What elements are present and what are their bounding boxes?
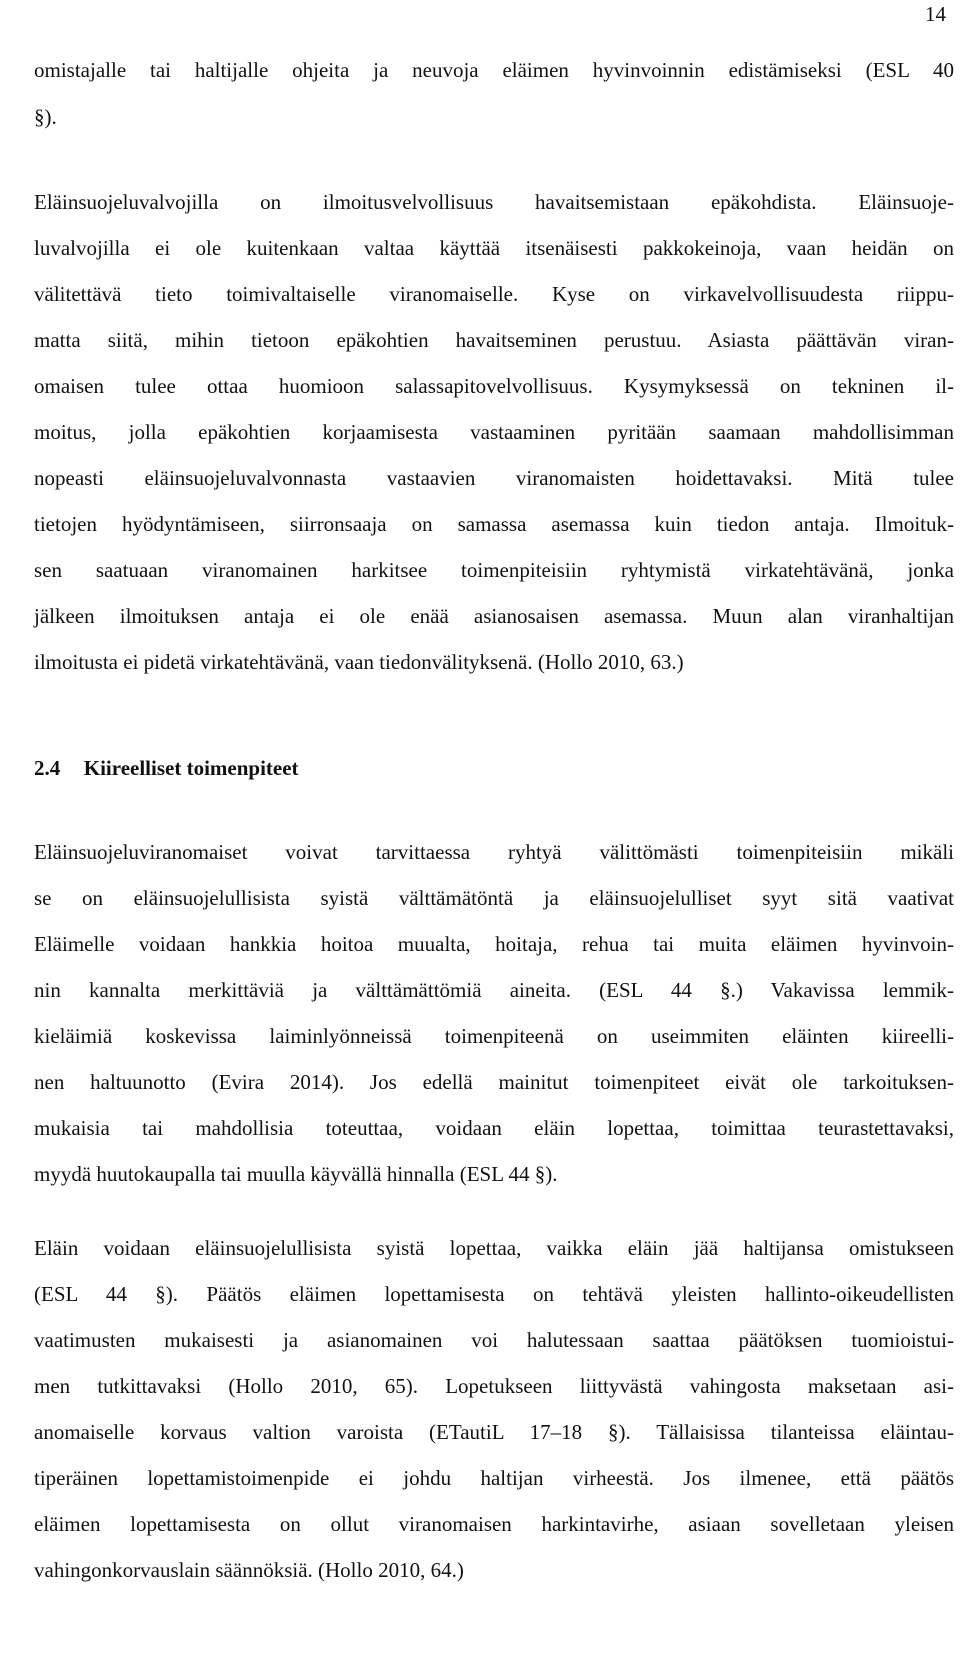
page-number: 14 xyxy=(925,2,946,26)
paragraph-2-line: sen saatuaan viranomainen harkitsee toimenpiteisiin ryhtymistä virkatehtävänä, jonka xyxy=(34,558,954,582)
paragraph-2-line: ilmoitusta ei pidetä virkatehtävänä, vaan tiedonvälityksenä. (Hollo 2010, 63.) xyxy=(34,650,684,674)
paragraph-5-line: tiperäinen lopettamistoimenpide ei johdu haltijan virheestä. Jos ilmenee, että päätös xyxy=(34,1466,954,1490)
paragraph-5-line: vahingonkorvauslain säännöksiä. (Hollo 2010, 64.) xyxy=(34,1558,464,1582)
paragraph-5-line: anomaiselle korvaus valtion varoista (ETautiL 17–18 §). Tällaisissa tilanteissa eläintau- xyxy=(34,1420,954,1444)
paragraph-4-line: mukaisia tai mahdollisia toteuttaa, voidaan eläin lopettaa, toimittaa teurastettavaksi, xyxy=(34,1116,954,1140)
paragraph-2-line: nopeasti eläinsuojeluvalvonnasta vastaavien viranomaisten hoidettavaksi. Mitä tulee xyxy=(34,466,954,490)
paragraph-2-line: tietojen hyödyntämiseen, siirronsaaja on samassa asemassa kuin tiedon antaja. Ilmoituk- xyxy=(34,512,954,536)
paragraph-5-line: Eläin voidaan eläinsuojelullisista syistä lopettaa, vaikka eläin jää haltijansa omistukseen xyxy=(34,1236,954,1260)
paragraph-2-line: Eläinsuojeluvalvojilla on ilmoitusvelvollisuus havaitsemistaan epäkohdista. Eläinsuoje- xyxy=(34,190,954,214)
section-number: 2.4 xyxy=(34,756,61,780)
paragraph-1-line: §). xyxy=(34,105,57,129)
paragraph-5-line: men tutkittavaksi (Hollo 2010, 65). Lopetukseen liittyvästä vahingosta maksetaan asi- xyxy=(34,1374,954,1398)
section-heading xyxy=(34,756,299,780)
section-title: Kiireelliset toimenpiteet xyxy=(83,756,299,780)
paragraph-2-line: välitettävä tieto toimivaltaiselle viranomaiselle. Kyse on virkavelvollisuudesta riippu- xyxy=(34,282,954,306)
paragraph-5-line: (ESL 44 §). Päätös eläimen lopettamisesta on tehtävä yleisten hallinto-oikeudellisten xyxy=(34,1282,954,1306)
paragraph-1-line: omistajalle tai haltijalle ohjeita ja neuvoja eläimen hyvinvoinnin edistämiseksi (ESL 40 xyxy=(34,58,954,82)
paragraph-4-line: nen haltuunotto (Evira 2014). Jos edellä mainitut toimenpiteet eivät ole tarkoituksen- xyxy=(34,1070,954,1094)
paragraph-4-line: Eläimelle voidaan hankkia hoitoa muualta, hoitaja, rehua tai muita eläimen hyvinvoin- xyxy=(34,932,954,956)
paragraph-2-line: luvalvojilla ei ole kuitenkaan valtaa käyttää itsenäisesti pakkokeinoja, vaan heidän on xyxy=(34,236,954,260)
paragraph-4-line: se on eläinsuojelullisista syistä välttämätöntä ja eläinsuojelulliset syyt sitä vaativat xyxy=(34,886,954,910)
paragraph-2-line: matta siitä, mihin tietoon epäkohtien havaitseminen perustuu. Asiasta päättävän viran- xyxy=(34,328,954,352)
paragraph-4-line: Eläinsuojeluviranomaiset voivat tarvittaessa ryhtyä välittömästi toimenpiteisiin mikäli xyxy=(34,840,954,864)
paragraph-2-line: moitus, jolla epäkohtien korjaamisesta vastaaminen pyritään saamaan mahdollisimman xyxy=(34,420,954,444)
paragraph-5-line: eläimen lopettamisesta on ollut viranomaisen harkintavirhe, asiaan sovelletaan yleisen xyxy=(34,1512,954,1536)
paragraph-5-line: vaatimusten mukaisesti ja asianomainen voi halutessaan saattaa päätöksen tuomioistui- xyxy=(34,1328,954,1352)
paragraph-4-line: myydä huutokaupalla tai muulla käyvällä hinnalla (ESL 44 §). xyxy=(34,1162,558,1186)
paragraph-2-line: omaisen tulee ottaa huomioon salassapitovelvollisuus. Kysymyksessä on tekninen il- xyxy=(34,374,954,398)
paragraph-4-line: nin kannalta merkittäviä ja välttämättömiä aineita. (ESL 44 §.) Vakavissa lemmik- xyxy=(34,978,954,1002)
paragraph-4-line: kieläimiä koskevissa laiminlyönneissä toimenpiteenä on useimmiten eläinten kiireelli- xyxy=(34,1024,954,1048)
paragraph-2-line: jälkeen ilmoituksen antaja ei ole enää asianosaisen asemassa. Muun alan viranhaltijan xyxy=(34,604,954,628)
